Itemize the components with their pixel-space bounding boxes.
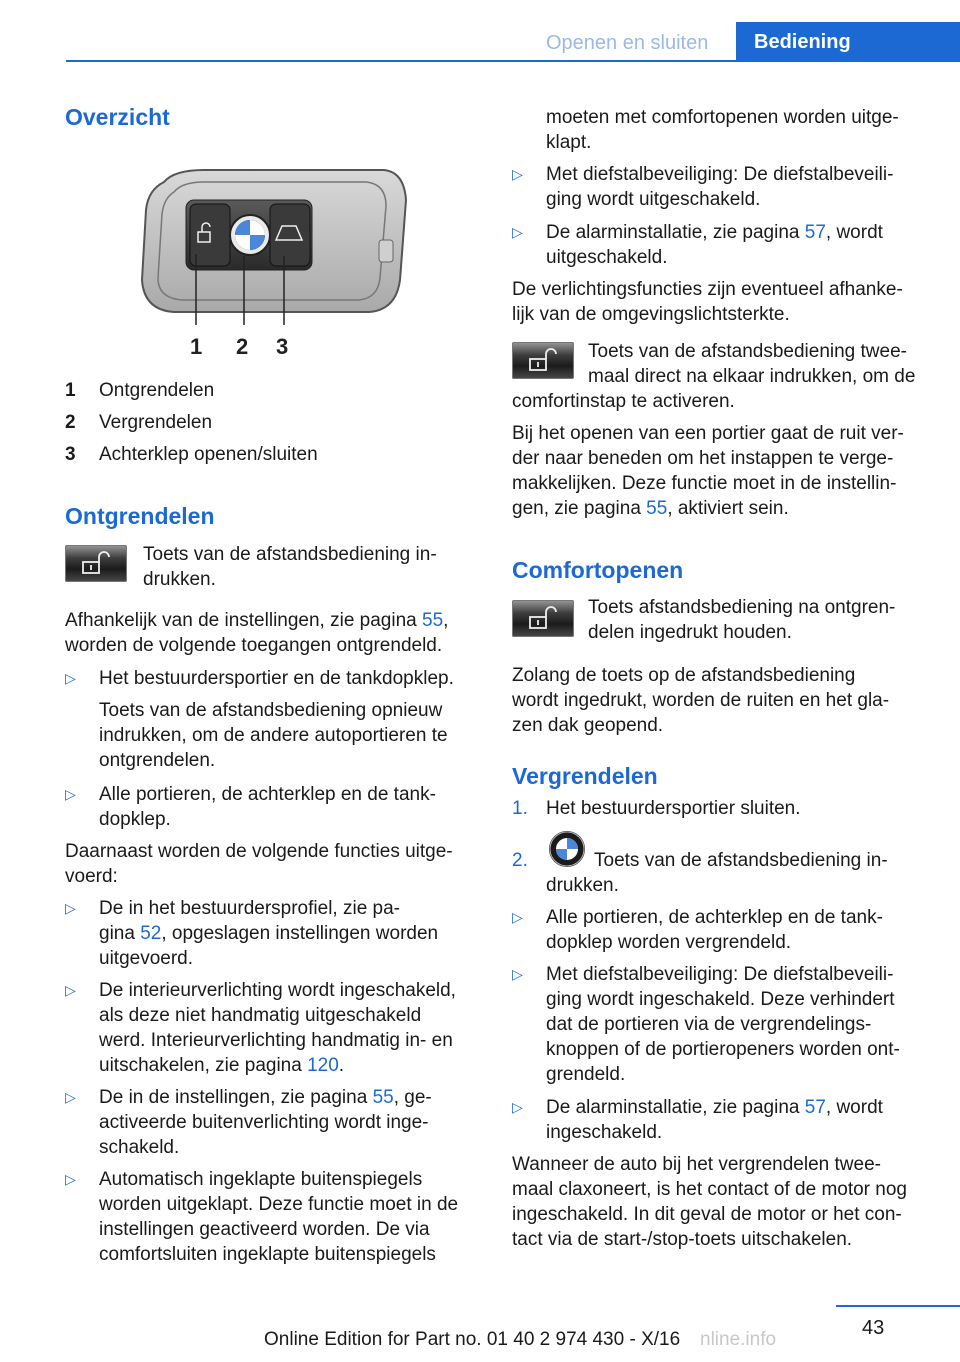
bullet-triangle-icon: ▷ <box>65 670 76 686</box>
watermark: nline.info <box>700 1329 777 1350</box>
paragraph-zolang: Zolang de toets op de afstandsbediening wordt ingedrukt, worden de ruiten en het gla- zen dak geopend. <box>512 665 890 736</box>
bullet-triangle-icon: ▷ <box>65 786 76 802</box>
header-chapter-tab: Bediening <box>736 22 960 62</box>
page-link-57[interactable]: 57 <box>804 222 826 243</box>
bullet-triangle-icon: ▷ <box>512 966 523 982</box>
bullet-triangle-icon: ▷ <box>512 166 523 182</box>
paragraph-ruit: Bij het openen van een portier gaat de ruit ver- der naar beneden om het instappen te verge- makkelijken. Deze functie moet in de instellin- gen, zie pagina 55, aktiviert sein. <box>512 423 904 519</box>
page-link-55[interactable]: 55 <box>646 498 668 519</box>
page-link-55[interactable]: 55 <box>372 1087 394 1108</box>
legend-text: Achterklep openen/sluiten <box>99 444 318 465</box>
page-link-55[interactable]: 55 <box>422 610 444 631</box>
heading-overzicht: Overzicht <box>65 104 170 130</box>
header-section-title: Openen en sluiten <box>546 32 709 54</box>
heading-ontgrendelen: Ontgrendelen <box>65 503 215 529</box>
page-number: 43 <box>862 1317 885 1339</box>
unlock-button-icon <box>65 545 127 582</box>
unlock-button-icon <box>512 600 574 637</box>
fig-label-1: 1 <box>190 334 203 359</box>
step-text: Het bestuurdersportier sluiten. <box>546 798 801 819</box>
bullet-triangle-icon: ▷ <box>65 900 76 916</box>
double-press-instruction: Toets van de afstandsbediening twee- maal direct na elkaar indrukken, om de comfortinstap te activeren. <box>512 341 916 412</box>
legend-number: 2 <box>65 412 76 433</box>
unlock-instruction: Toets van de afstandsbediening in- drukken. <box>143 544 437 590</box>
heading-comfortopenen: Comfortopenen <box>512 557 684 583</box>
bullet-triangle-icon: ▷ <box>512 1099 523 1115</box>
bullet-triangle-icon: ▷ <box>512 909 523 925</box>
legend-number: 3 <box>65 444 76 465</box>
online-edition-note: Online Edition for Part no. 01 40 2 974 430 - X/16 <box>264 1329 681 1350</box>
page-link-52[interactable]: 52 <box>140 923 162 944</box>
page-header <box>0 0 960 62</box>
header-rule <box>66 60 736 62</box>
paragraph-verlichting: De verlichtingsfuncties zijn eventueel afhanke- lijk van de omgevingslichtsterkte. <box>512 279 903 325</box>
bullet-triangle-icon: ▷ <box>512 224 523 240</box>
key-fob-illustration <box>134 160 414 360</box>
paragraph-daarnaast: Daarnaast worden de volgende functies uitge- voerd: <box>65 841 453 887</box>
fig-label-2: 2 <box>236 334 249 359</box>
legend-number: 1 <box>65 380 76 401</box>
legend-text: Ontgrendelen <box>99 380 215 401</box>
heading-vergrendelen: Vergrendelen <box>512 763 658 789</box>
comfort-instruction: Toets afstandsbediening na ontgren- delen ingedrukt houden. <box>588 597 896 643</box>
page-link-120[interactable]: 120 <box>307 1055 339 1076</box>
step-number: 2. <box>512 850 528 871</box>
bullet-triangle-icon: ▷ <box>65 1171 76 1187</box>
legend-text: Vergrendelen <box>99 412 213 433</box>
paragraph-afhankelijk: Afhankelijk van de instellingen, zie pagina 55, worden de volgende toegangen ontgrendeld. <box>65 610 449 656</box>
step-text: Toets van de afstandsbediening in- drukken. <box>546 850 888 896</box>
fig-label-3: 3 <box>276 334 289 359</box>
page-link-57[interactable]: 57 <box>804 1097 826 1118</box>
bullet-continuation: moeten met comfortopenen worden uitge- klapt. <box>546 107 899 153</box>
paragraph-wanneer: Wanneer de auto bij het vergrendelen twee- maal claxoneert, is het contact of de motor nog ingeschakeld. In dit geval de motor or het con- tact via de start-/stop-toets uitschakelen. <box>512 1154 907 1250</box>
bullet-triangle-icon: ▷ <box>65 982 76 998</box>
bullet-triangle-icon: ▷ <box>65 1089 76 1105</box>
step-number: 1. <box>512 798 528 819</box>
footer-rule <box>836 1305 960 1307</box>
